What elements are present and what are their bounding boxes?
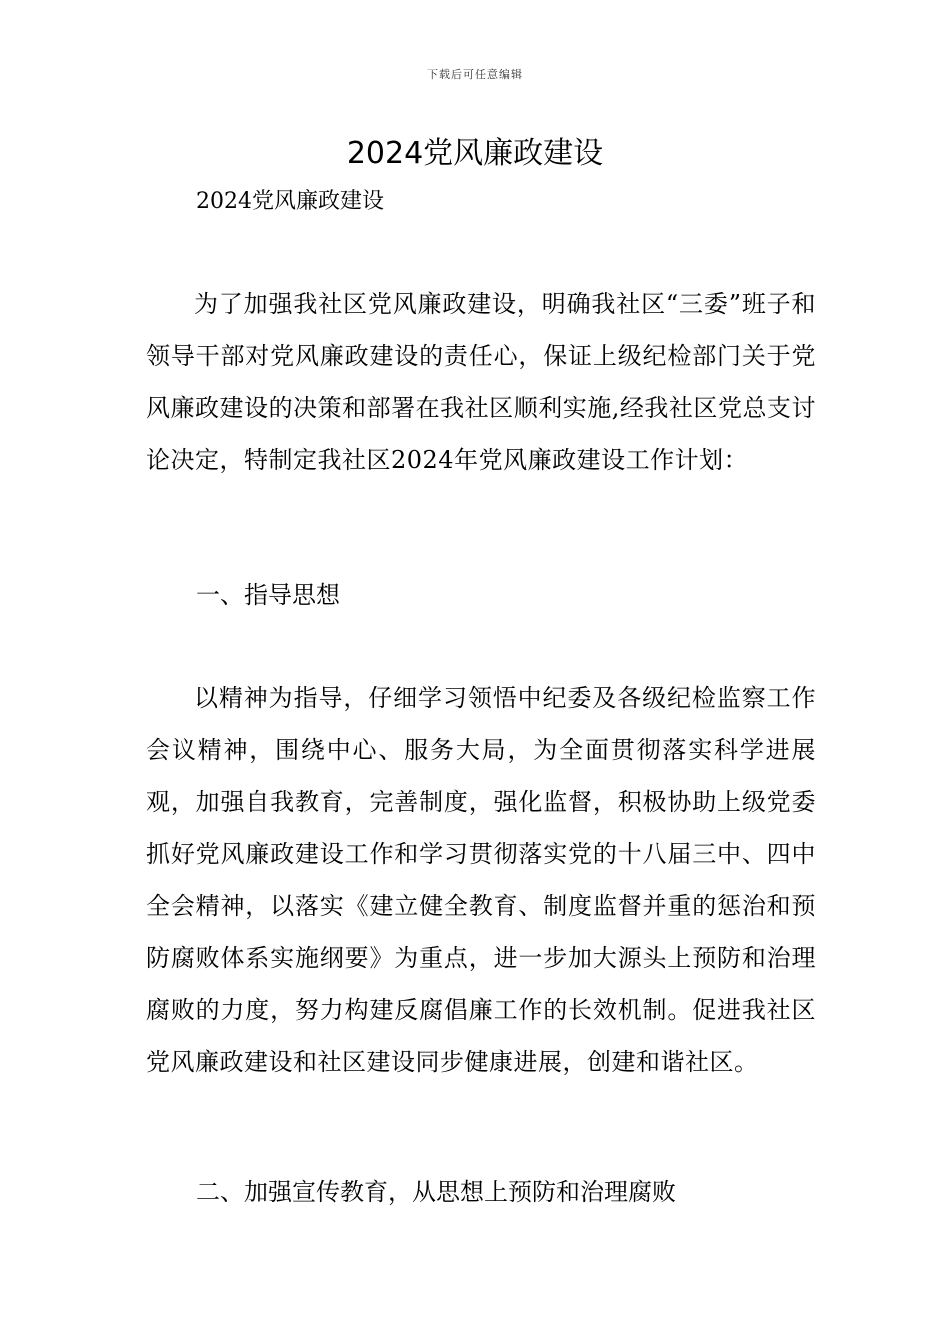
document-subtitle: 2024党风廉政建设	[196, 189, 384, 214]
intro-paragraph: 为了加强我社区党风廉政建设，明确我社区“三委”班子和领导干部对党风廉政建设的责任心，保证上级纪检部门关于党风廉政建设的决策和部署在我社区顺利实施,经我社区党总支讨论决定，特制定我社区2024年党风廉政建设工作计划：	[146, 290, 816, 474]
section-heading-education: 二、加强宣传教育，从思想上预防和治理腐败	[196, 1178, 676, 1206]
section-heading-guiding-thought: 一、指导思想	[196, 581, 340, 609]
page-header-note: 下载后可任意编辑	[427, 68, 523, 81]
document-title: 2024党风廉政建设	[346, 136, 604, 171]
guiding-thought-paragraph: 以精神为指导，仔细学习领悟中纪委及各级纪检监察工作会议精神，围绕中心、服务大局，为全面贯彻落实科学进展观，加强自我教育，完善制度，强化监督，积极协助上级党委抓好党风廉政建设工作和学习贯彻落实党的十八届三中、四中全会精神，以落实《建立健全教育、制度监督并重的惩治和预防腐败体系实施纲要》为重点，进一步加大源头上预防和治理腐败的力度，努力构建反腐倡廉工作的长效机制。促进我社区党风廉政建设和社区建设同步健康进展，创建和谐社区。	[146, 684, 816, 1076]
